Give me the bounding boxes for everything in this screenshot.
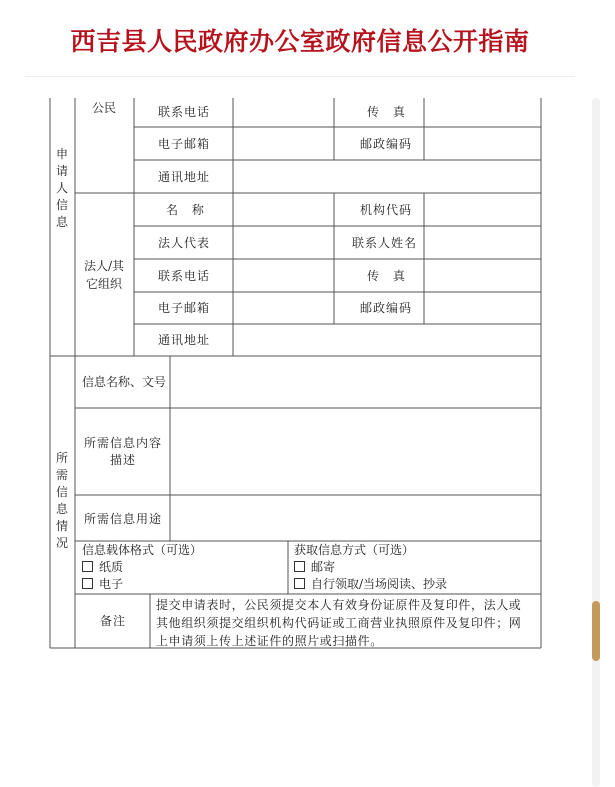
- org-label-line1: 法人/其: [84, 259, 125, 273]
- paper-checkbox[interactable]: [82, 561, 93, 572]
- org-contact-name-label: 联系人姓名: [352, 236, 418, 250]
- citizen-email-label: 电子邮箱: [158, 137, 211, 151]
- org-address-label: 通讯地址: [158, 333, 211, 347]
- remarks-line-1: 提交申请表时，公民须提交本人有效身份证原件及复印件，法人或: [156, 598, 522, 612]
- method-mail-option[interactable]: 邮寄: [294, 558, 335, 576]
- mail-checkbox[interactable]: [294, 561, 305, 572]
- org-email-label: 电子邮箱: [158, 301, 211, 315]
- org-code-label: 机构代码: [360, 203, 413, 217]
- org-phone-label: 联系电话: [158, 269, 211, 283]
- scrollbar-thumb[interactable]: [592, 601, 600, 661]
- org-label-line2: 它组织: [86, 277, 123, 291]
- citizen-label: 公民: [92, 101, 117, 115]
- needed-info-label: 所 需 信 息 情 况: [55, 451, 68, 550]
- method-self-option[interactable]: 自行领取/当场阅读、抄录: [294, 575, 447, 593]
- citizen-postcode-label: 邮政编码: [360, 137, 413, 151]
- content-label-line2: 描述: [110, 453, 137, 467]
- carrier-electronic-option[interactable]: 电子: [82, 575, 123, 593]
- org-fax-label: 传 真: [367, 269, 405, 283]
- carrier-format-label: 信息载体格式（可选）: [82, 543, 203, 557]
- carrier-paper-option[interactable]: 纸质: [82, 558, 123, 576]
- content-label-line1: 所需信息内容: [84, 436, 163, 450]
- org-name-label: 名 称: [166, 203, 204, 217]
- citizen-address-label: 通讯地址: [158, 170, 211, 184]
- remarks-line-2: 其他组织须提交组织机构代码证或工商营业执照原件及复印件；网: [156, 616, 522, 630]
- info-name-label: 信息名称、文号: [82, 375, 167, 389]
- electronic-checkbox[interactable]: [82, 578, 93, 589]
- org-legal-rep-label: 法人代表: [158, 236, 211, 250]
- org-postcode-label: 邮政编码: [360, 301, 413, 315]
- purpose-label: 所需信息用途: [84, 512, 163, 526]
- citizen-fax-label: 传 真: [367, 105, 405, 119]
- applicant-info-label: 申 请 人 信 息: [55, 147, 68, 229]
- page-title: 西吉县人民政府办公室政府信息公开指南: [70, 27, 530, 56]
- remarks-line-3: 上申请须上传上述证件的照片或扫描件。: [156, 634, 383, 648]
- scrollbar-track[interactable]: [592, 98, 600, 787]
- remarks-label: 备注: [100, 614, 127, 628]
- self-pickup-checkbox[interactable]: [294, 578, 305, 589]
- method-label: 获取信息方式（可选）: [294, 543, 415, 557]
- citizen-phone-label: 联系电话: [158, 105, 211, 119]
